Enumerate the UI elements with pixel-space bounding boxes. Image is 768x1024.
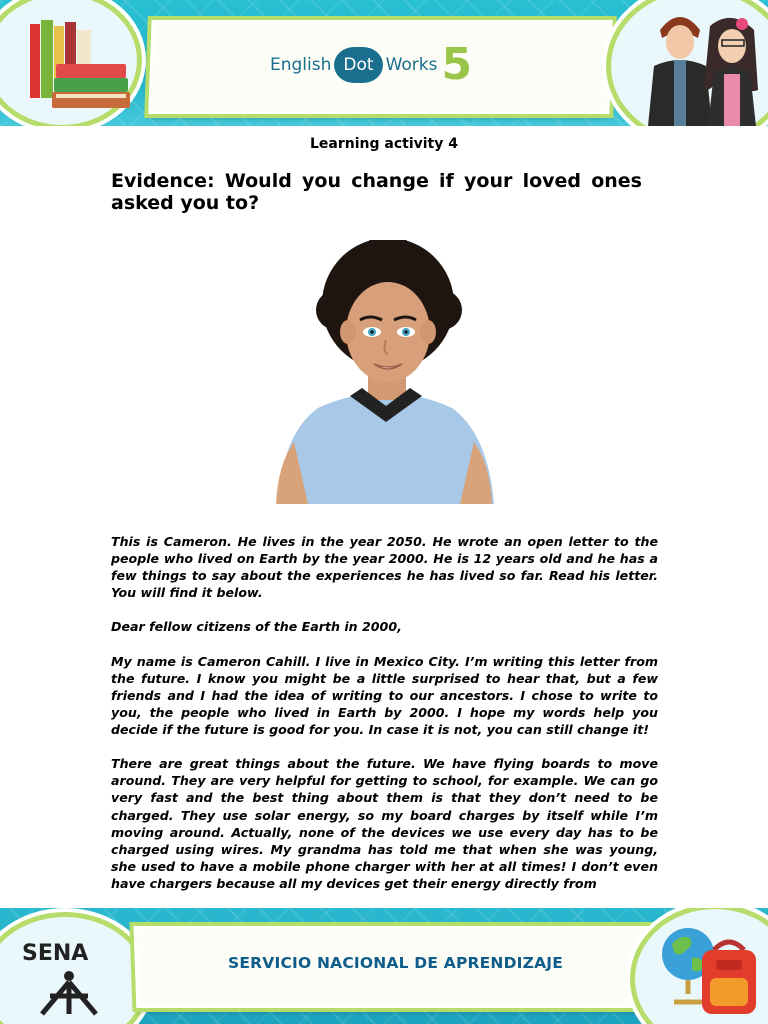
letter-paragraph-2: There are great things about the future. We have flying boards to move around. They are very helpful for getting to school, for example. We can go very fast and the best thing about them is that they don’t need to be charged. They use solar energy, so my board charges by itself while I’m moving around. Actually, none of the devices we use every day has to be charged using wires. My grandma has told me that when she was young, she used to have a mobile phone charger with her at all times! I don’t even have chargers because all my devices get their energy directly from bbox=[111, 756, 658, 891]
footer-title: SERVICIO NACIONAL DE APRENDIZAJE bbox=[228, 954, 564, 972]
sena-logo-text: SENA bbox=[22, 941, 89, 966]
logo-word-english: English bbox=[270, 55, 332, 75]
letter-body bbox=[111, 533, 658, 909]
logo-word-works: Works bbox=[385, 55, 438, 75]
cameron-portrait bbox=[270, 240, 500, 504]
salutation: Dear fellow citizens of the Earth in 2000, bbox=[111, 619, 402, 635]
evidence-title: Evidence: Would you change if your loved ones asked you to? bbox=[111, 170, 642, 214]
logo-dot-bubble: Dot bbox=[334, 47, 382, 83]
sena-logo-icon bbox=[36, 970, 102, 1016]
footer-banner bbox=[0, 908, 768, 1024]
activity-label: Learning activity 4 bbox=[310, 136, 458, 152]
letter-paragraph-1: My name is Cameron Cahill. I live in Mexico City. I’m writing this letter from the future. I know you might be a little surprised to hear that, but a few friends and I had the idea of writing to our ancestors. I chose to write to you, the people who lived in Earth by 2000. I hope my words help you decide if the future is good for you. In case it is not, you can still change it! bbox=[111, 653, 658, 738]
books-icon bbox=[26, 16, 136, 116]
logo-number: 5 bbox=[441, 39, 473, 90]
english-dot-works-logo bbox=[270, 40, 472, 90]
intro-paragraph: This is Cameron. He lives in the year 2050. He wrote an open letter to the people who lived on Earth by the year 2000. He is 12 years old and he has a few things to say about the experiences he has lived so far. Read his letter. You will find it below. bbox=[111, 534, 658, 601]
backpack-icon bbox=[696, 936, 762, 1016]
header-banner bbox=[0, 0, 768, 126]
students-illustration bbox=[638, 4, 768, 126]
